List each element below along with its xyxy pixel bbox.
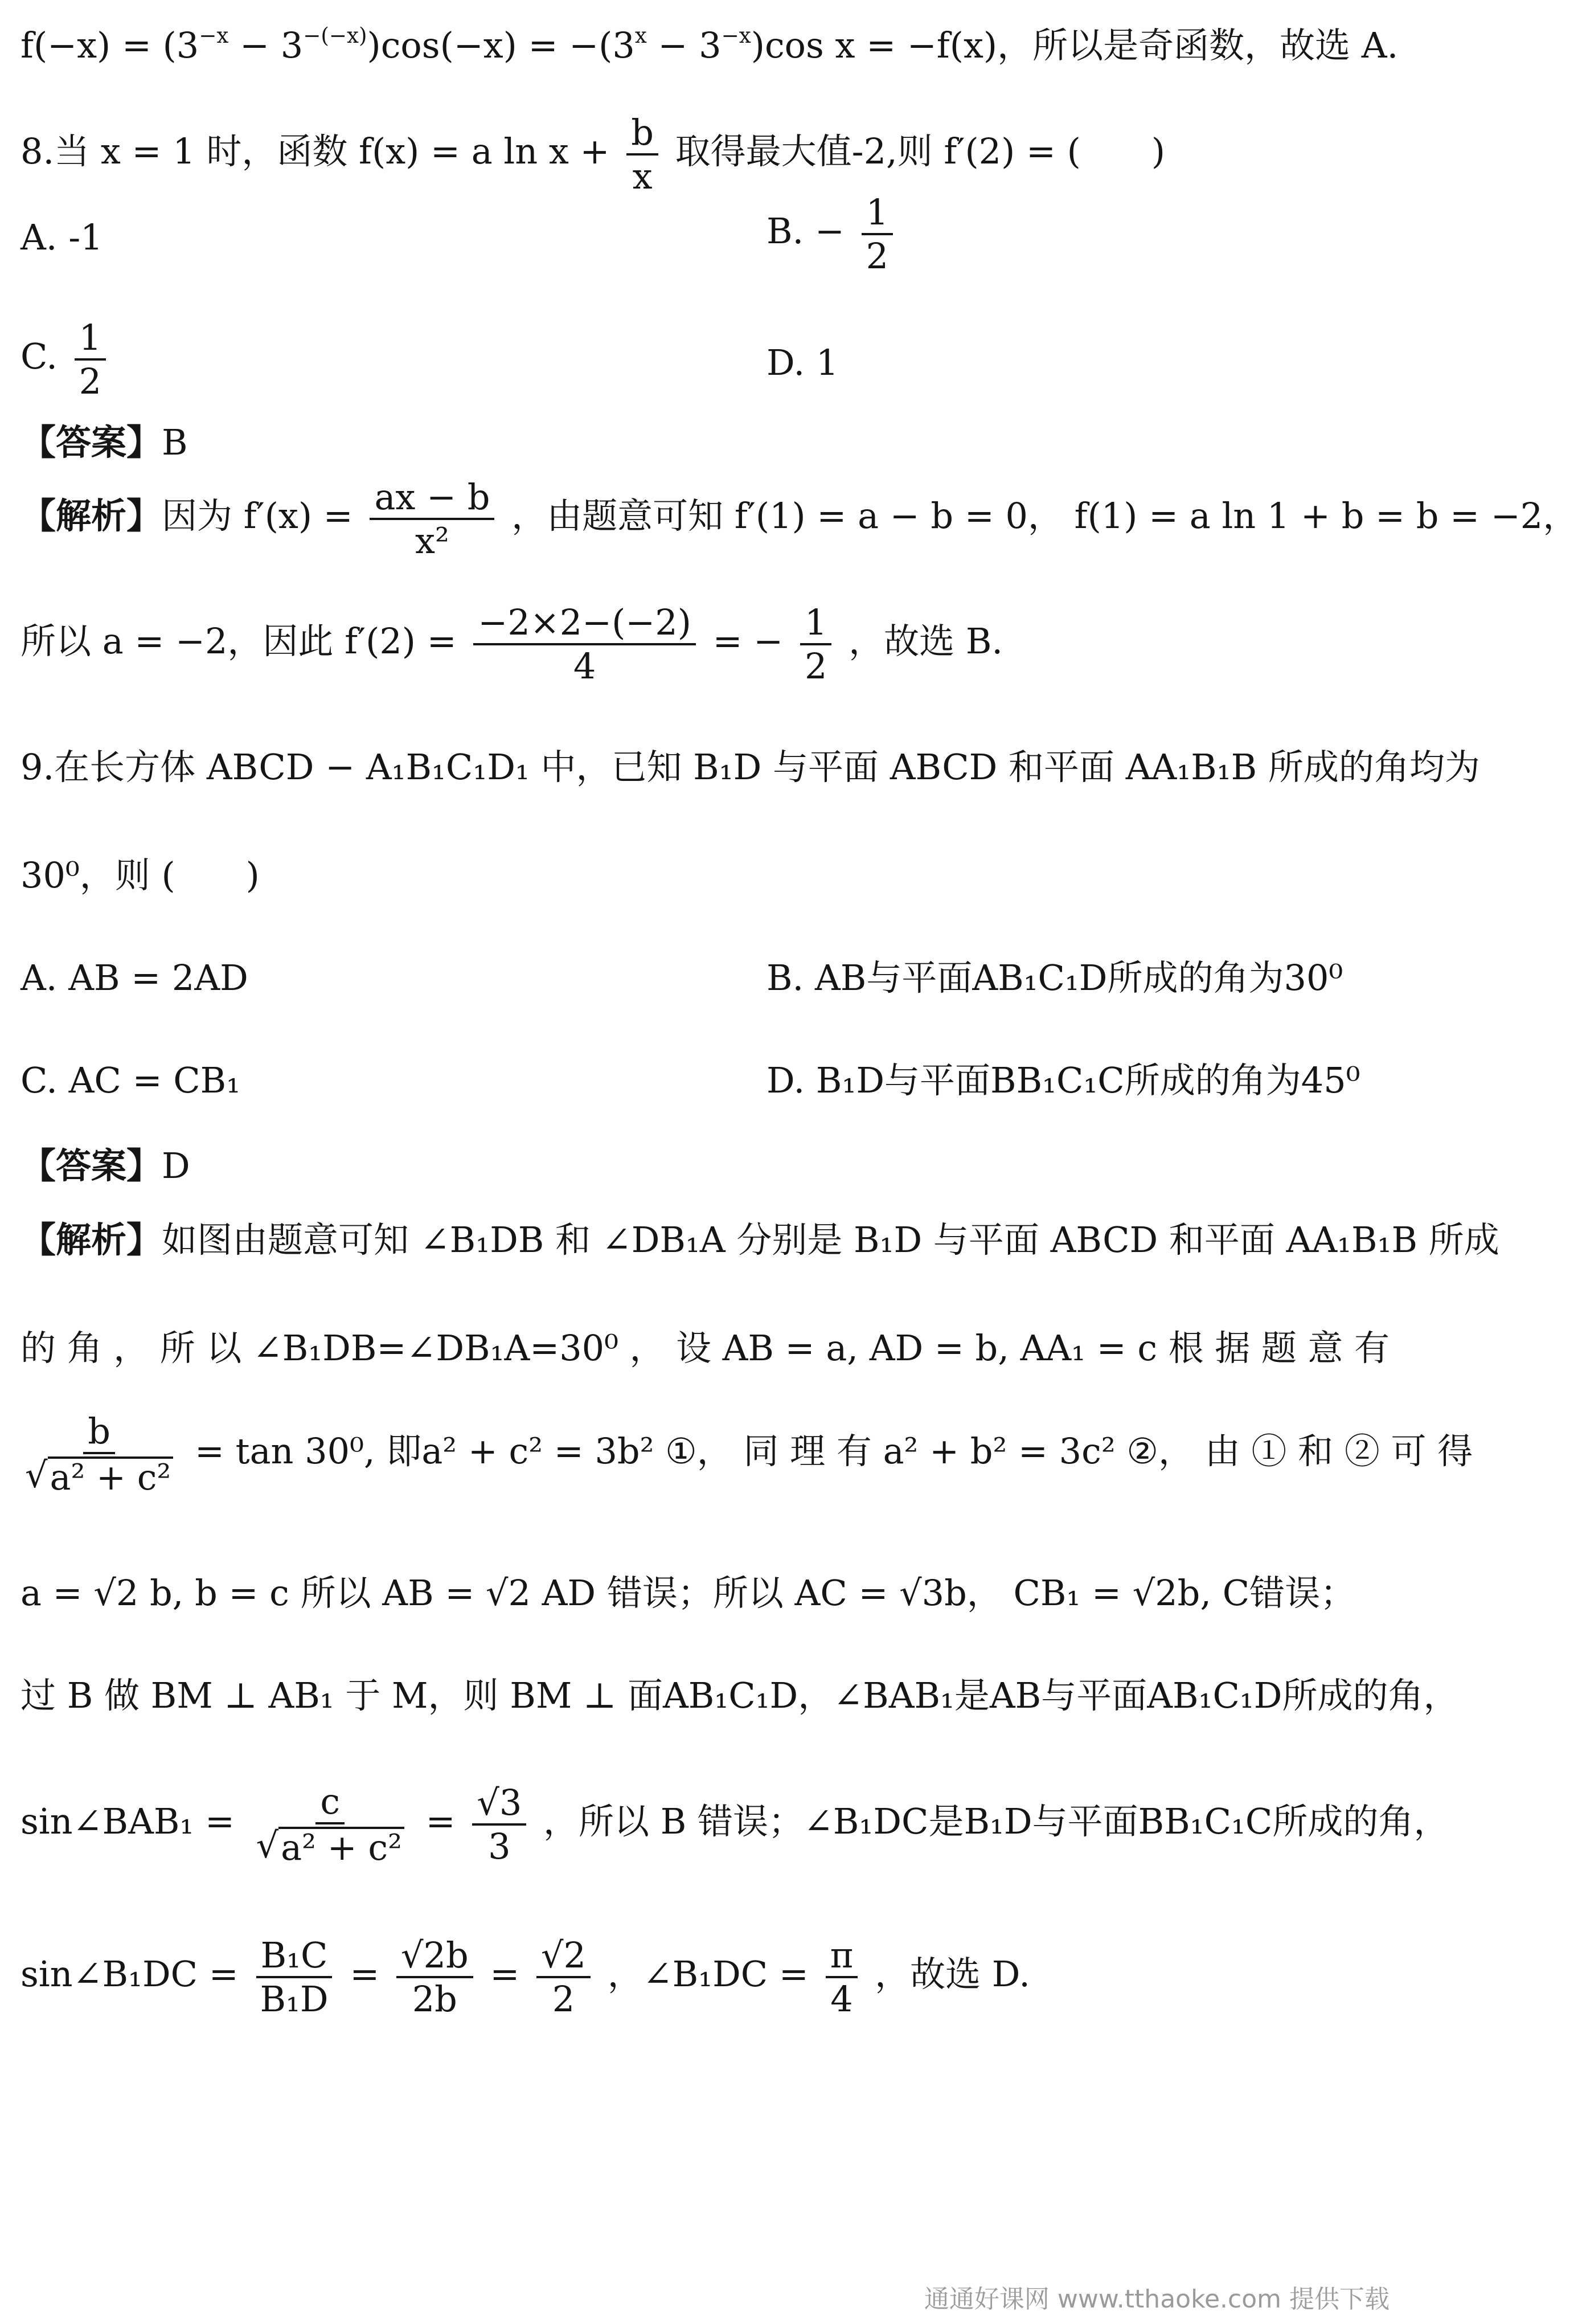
q9-analysis-7: [21, 1934, 1390, 2020]
text: =: [425, 1801, 456, 1843]
denominator: 2: [866, 235, 889, 277]
numerator: √2: [536, 1937, 591, 1978]
text: − 3: [646, 24, 722, 67]
word: 所: [159, 1327, 195, 1369]
numerator: 1: [75, 319, 106, 361]
q9-analysis-5: 过 B 做 BM ⊥ AB₁ 于 M，则 BM ⊥ 面AB₁C₁D，∠BAB₁是AB与平面AB₁C₁D所成的角，: [21, 1675, 1459, 1716]
option-d: D. B₁D与平面BB₁C₁C所成的角为45⁰: [767, 1059, 1360, 1101]
fraction: [255, 1934, 333, 2020]
denominator: 2b: [412, 1978, 457, 2020]
fraction: [862, 191, 893, 277]
text: sin∠B₁DC =: [21, 1953, 239, 1995]
option-d: D. 1: [767, 342, 839, 383]
text: B. −: [767, 210, 845, 252]
word: AB = a, AD = b, AA₁ = c: [722, 1327, 1158, 1369]
q8-analysis-1: [21, 476, 1578, 562]
denominator: 2: [79, 361, 102, 403]
fraction: [800, 602, 831, 688]
answer-tag: 【答案】: [21, 422, 162, 463]
q9-stem-2: 30⁰，则 ( ): [21, 854, 260, 896]
text: 如图由题意可知 ∠B₁DB 和 ∠DB₁A 分别是 B₁D 与平面 ABCD 和平面 AA₁B₁B 所成: [162, 1219, 1499, 1261]
denominator: 3: [488, 1826, 511, 1868]
text: =: [350, 1953, 380, 1995]
answer-value: B: [162, 422, 188, 463]
q8-options-ab: [21, 191, 1390, 277]
word: ∠B₁DB=∠DB₁A=30⁰: [252, 1327, 618, 1369]
numerator: B₁C: [256, 1937, 333, 1978]
word: 角: [67, 1327, 103, 1369]
denominator: 2: [804, 645, 827, 688]
q9-answer: [21, 1145, 1390, 1187]
denominator: 4: [830, 1978, 853, 2020]
text: ，故选 D.: [875, 1953, 1030, 1995]
numerator: 1: [862, 194, 893, 235]
fraction: [826, 1934, 858, 2020]
word: ，: [113, 1327, 149, 1369]
numerator: π: [826, 1937, 858, 1978]
text: ，∠B₁DC =: [607, 1953, 809, 1995]
sqrt: √ a² + c²: [25, 1456, 173, 1496]
fraction: [396, 1934, 473, 2020]
fraction: [626, 112, 658, 198]
analysis-tag: 【解析】: [21, 1219, 162, 1261]
answer-tag: 【答案】: [21, 1145, 162, 1186]
q9-analysis-2: [21, 1327, 1390, 1369]
text: )cos(−x) = −(3: [367, 24, 635, 67]
denominator: B₁D: [260, 1978, 329, 2020]
word: 以: [206, 1327, 242, 1369]
denominator: x²: [415, 520, 449, 562]
text: ，所以 B 错误；∠B₁DC是B₁D与平面BB₁C₁C所成的角，: [543, 1801, 1449, 1843]
text: )cos x = −f(x)，所以是奇函数，故选 A.: [751, 24, 1399, 67]
denominator: 4: [573, 645, 596, 688]
q9-analysis-6: [21, 1781, 1449, 1869]
word: ，: [629, 1327, 665, 1369]
q9-analysis-4: a = √2 b, b = c 所以 AB = √2 AD 错误；所以 AC = √3b， CB₁ = √2b, C错误；: [21, 1572, 1356, 1614]
word: 意: [1308, 1327, 1343, 1369]
denominator: x: [632, 156, 653, 198]
watermark: 通通好课网 www.tthaoke.com 提供下载: [924, 2285, 1390, 2314]
word: 有: [1354, 1327, 1390, 1369]
analysis-tag: 【解析】: [21, 495, 162, 537]
answer-value: D: [162, 1145, 190, 1186]
word: 的: [21, 1327, 56, 1369]
q9-options-cd: [21, 1059, 1390, 1102]
word: 根: [1168, 1327, 1204, 1369]
exponent: x: [634, 23, 647, 48]
denominator: 2: [552, 1978, 575, 2020]
text: = tan 30⁰, 即a² + c² = 3b² ①， 同 理 有 a² + b² = 3c² ②， 由 ① 和 ② 可 得: [195, 1430, 1473, 1472]
q8-analysis-2: [21, 602, 1390, 688]
numerator: √2b: [396, 1937, 473, 1978]
numerator: √3: [472, 1784, 526, 1826]
option-c: C. AC = CB₁: [21, 1059, 241, 1101]
numerator: 1: [800, 604, 831, 645]
text: ，由题意可知 f′(1) = a − b = 0， f(1) = a ln 1 + b = b = −2，: [511, 495, 1578, 537]
text: =: [490, 1953, 520, 1995]
fraction: [252, 1781, 409, 1869]
prev-solution-line: [21, 23, 1399, 67]
fraction: [75, 317, 106, 403]
radicand: a² + c²: [48, 1456, 174, 1496]
radicand: a² + c²: [278, 1827, 404, 1866]
denominator: [21, 1454, 178, 1499]
q9-stem-1: 9.在长方体 ABCD − A₁B₁C₁D₁ 中，已知 B₁D 与平面 ABCD 和平面 AA₁B₁B 所成的角均为: [21, 746, 1480, 788]
fraction: [473, 602, 696, 688]
word: 设: [676, 1327, 712, 1369]
text: f(−x) = (3: [21, 24, 199, 67]
numerator: b: [83, 1413, 115, 1454]
text: ，故选 B.: [849, 620, 1003, 662]
option-a: A. -1: [21, 216, 103, 258]
q8-answer: [21, 422, 1390, 464]
text: 所以 a = −2，因此 f′(2) =: [21, 620, 457, 662]
text: sin∠BAB₁ =: [21, 1801, 235, 1843]
fraction: [21, 1410, 178, 1499]
exponent: −x: [721, 23, 751, 48]
exponent: −x: [199, 23, 229, 48]
numerator: −2×2−(−2): [473, 604, 696, 645]
text: 8.当 x = 1 时，函数 f(x) = a ln x +: [21, 130, 610, 173]
option-a: A. AB = 2AD: [21, 957, 248, 999]
denominator: [252, 1824, 409, 1869]
numerator: b: [626, 114, 658, 156]
fraction: [472, 1782, 526, 1868]
text: − 3: [228, 24, 304, 67]
q8-options-cd: [21, 317, 1390, 403]
exponent: −(−x): [303, 23, 367, 48]
text: C.: [21, 335, 58, 378]
word: 题: [1261, 1327, 1297, 1369]
option-c: [21, 317, 112, 403]
text: = −: [712, 620, 784, 662]
text: 因为 f′(x) =: [162, 495, 353, 537]
sqrt: √ a² + c²: [256, 1827, 404, 1866]
q9-analysis-3: [21, 1410, 1473, 1499]
option-b: B. AB与平面AB₁C₁D所成的角为30⁰: [767, 957, 1343, 999]
numerator: ax − b: [370, 478, 494, 520]
text: 取得最大值-2,则 f′(2) = ( ): [675, 130, 1166, 173]
q9-options-ab: [21, 957, 1390, 999]
fraction: [370, 476, 494, 562]
fraction: [536, 1934, 591, 2020]
q9-analysis-1: [21, 1219, 1499, 1261]
numerator: c: [315, 1783, 345, 1824]
q8-stem: [21, 112, 1390, 198]
word: 据: [1215, 1327, 1251, 1369]
option-b: [767, 191, 899, 277]
